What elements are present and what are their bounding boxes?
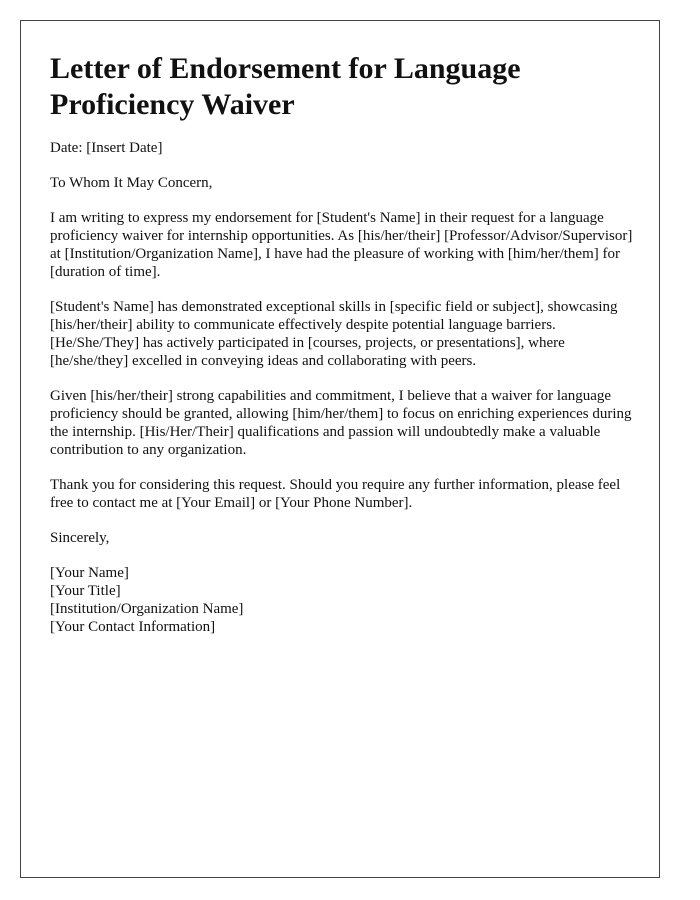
- letter-title: Letter of Endorsement for Language Proficiency Waiver: [50, 52, 521, 121]
- closing: Sincerely,: [50, 530, 110, 546]
- letter-page: [20, 20, 660, 878]
- letter-content: [50, 51, 638, 636]
- salutation: To Whom It May Concern,: [50, 175, 213, 191]
- date-line: Date: [Insert Date]: [50, 140, 163, 156]
- signature-institution: [Institution/Organization Name]: [50, 601, 244, 617]
- signature-block: [50, 564, 638, 636]
- signature-contact: [Your Contact Information]: [50, 619, 216, 635]
- body-paragraph-endorsement: I am writing to express my endorsement for [Student's Name] in their request for a language proficiency waiver for internship opportunities. As [his/her/their] [Professor/Advisor/Supervisor] at [Institution/Organization Name], I have had the pleasure of working with [him/her/them] for [duration of time].: [50, 210, 633, 280]
- body-paragraph-recommendation: Given [his/her/their] strong capabilities and commitment, I believe that a waiver for language proficiency should be granted, allowing [him/her/them] to focus on enriching experiences during the internship. [His/Her/Their] qualifications and passion will undoubtedly make a valuable contribution to any organization.: [50, 388, 632, 458]
- body-paragraph-skills: [Student's Name] has demonstrated exceptional skills in [specific field or subject], showcasing [his/her/their] ability to communicate effectively despite potential language barriers. [He/She/They] has actively participated in [courses, projects, or presentations], where [he/she/they] excelled in conveying ideas and collaborating with peers.: [50, 299, 618, 369]
- body-paragraph-thanks: Thank you for considering this request. Should you require any further information, please feel free to contact me at [Your Email] or [Your Phone Number].: [50, 477, 621, 511]
- signature-title: [Your Title]: [50, 583, 121, 599]
- signature-name: [Your Name]: [50, 565, 129, 581]
